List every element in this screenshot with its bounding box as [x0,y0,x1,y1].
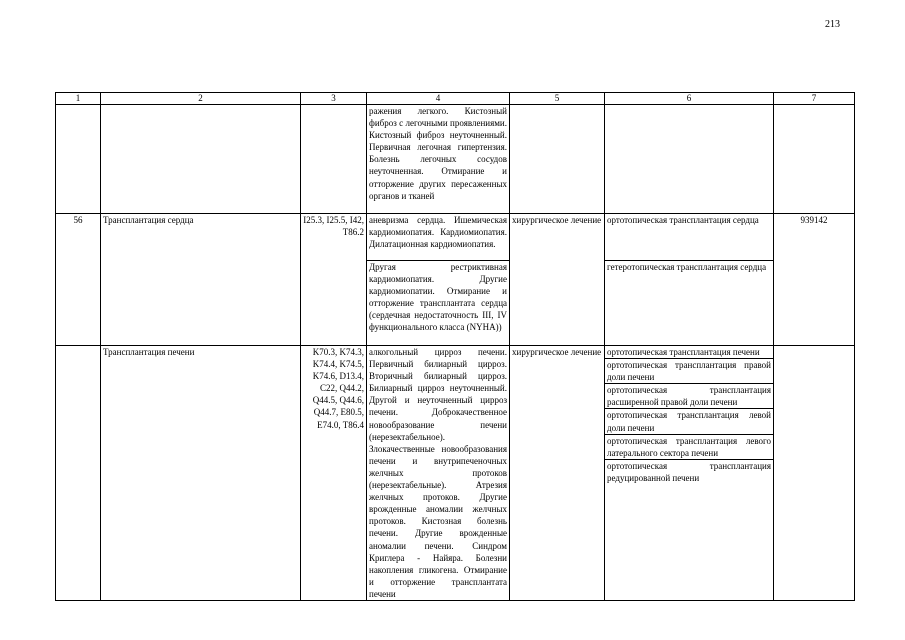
method-item: гетеротопическая трансплантация сердца [605,260,773,273]
column-number: 3 [301,93,367,105]
diagnosis-cell [367,214,510,346]
column-number: 2 [101,93,301,105]
diagnosis-part: аневризма сердца. Ишемическая кардиомиопатия. Кардиомиопатия. Дилатационная кардиомиопатия. [369,215,507,250]
table-row-liver [56,346,855,601]
funding-amount: 939142 [774,214,855,346]
method-item: ортотопическая трансплантация правой доли печени [607,360,771,383]
method-item: ортотопическая трансплантация редуцированной печени [607,460,771,483]
column-number: 4 [367,93,510,105]
method-item: ортотопическая трансплантация расширенной правой доли печени [607,385,771,408]
column-number: 5 [510,93,605,105]
table-row-56 [56,214,855,346]
row-number: 56 [56,214,101,346]
methods-cell [605,346,774,601]
diagnosis-cell: алкогольный цирроз печени. Первичный билиарный цирроз. Вторичный билиарный цирроз. Билиарный цирроз неуточненный. Другой и неуточненный цирроз печени. Доброкачественное новообразование печени (нерезектабельное). Злокачественные новообразования печени и внутрипеченочных желчных протоков (нерезектабельные). Атрезия желчных протоков. Другие врожденные аномалии желчных протоков. Кистозная болезнь печени. Другие врожденные аномалии печени. Синдром Криглера - Найяра. Болезни накопления гликогена. Отмирание и отторжение трансплантата печени [367,346,510,601]
treatment-type: хирургическое лечение [510,346,605,601]
icd-codes: K70.3, K74.3, K74.4, K74.5, K74.6, D13.4, C22, Q44.2, Q44.5, Q44.6, Q44.7, E80.5, E74.0, T86.4 [301,346,367,601]
diagnosis-cell: ражения легкого. Кистозный фиброз с легочными проявлениями. Кистозный фиброз неуточненный. Первичная легочная гипертензия. Болезнь легочных сосудов неуточненная. Отмирание и отторжение других пересаженных органов и тканей [367,105,510,214]
method-item: ортотопическая трансплантация левого латерального сектора печени [607,435,771,458]
column-number: 6 [605,93,774,105]
column-number: 1 [56,93,101,105]
treatment-type: хирургическое лечение [510,214,605,346]
method-item: ортотопическая трансплантация печени [607,347,760,357]
method-item: ортотопическая трансплантация сердца [607,215,759,225]
icd-codes: I25.3, I25.5, I42, T86.2 [301,214,367,346]
methods-cell [605,214,774,346]
procedure-name: Трансплантация сердца [101,214,301,346]
column-number: 7 [774,93,855,105]
treatment-table [55,92,855,601]
column-number-row [56,93,855,105]
table-row-continuation [56,105,855,214]
page-number: 213 [825,19,840,30]
procedure-name: Трансплантация печени [101,346,301,601]
diagnosis-part: Другая рестриктивная кардиомиопатия. Другие кардиомиопатии. Отмирание и отторжение трансплантата сердца (сердечная недостаточность III, IV функционального класса (NYHA)) [369,262,507,333]
method-item: ортотопическая трансплантация левой доли печени [607,410,771,433]
